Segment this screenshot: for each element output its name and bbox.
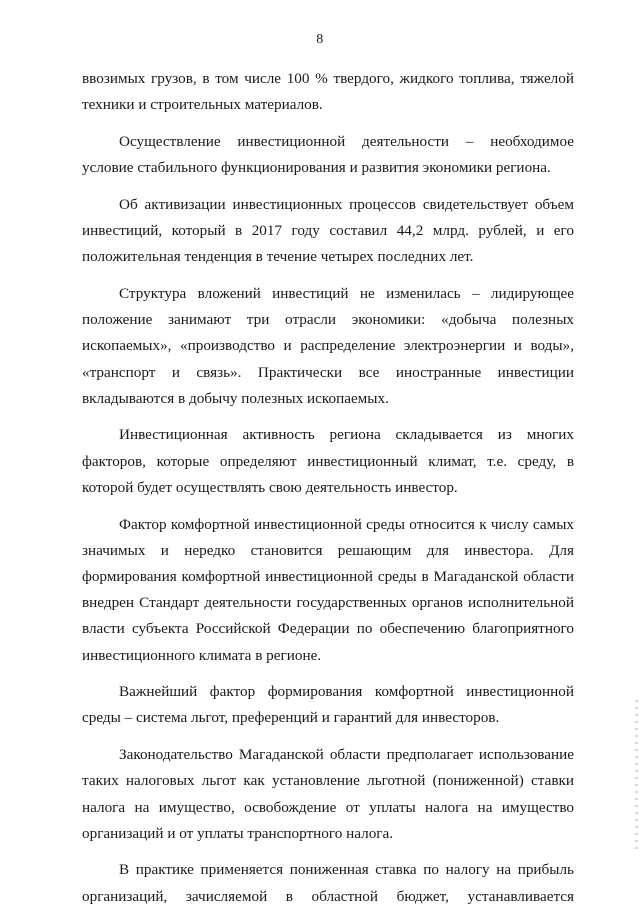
- paragraph-investment-volume: Об активизации инвестиционных процессов свидетельствует объем инвестиций, который в 2017 году составил 44,2 млрд. рублей, и его положительная тенденция в течение четырех последних лет.: [82, 195, 574, 266]
- paragraph-continuation: ввозимых грузов, в том числе 100 % твердого, жидкого топлива, тяжелой техники и строительных материалов.: [82, 70, 574, 114]
- paragraph-investment-structure: Структура вложений инвестиций не изменилась – лидирующее положение занимают три отрасли экономики: «добыча полезных ископаемых», «производство и распределение электроэнергии и воды», «транспорт и связь». Практически все иностранные инвестиции вкладываются в добычу полезных ископаемых.: [82, 284, 574, 407]
- body-text: [82, 66, 574, 910]
- paragraph-investment-climate: Инвестиционная активность региона складывается из многих факторов, которые определяют инвестиционный климат, т.е. среду, в которой будет осуществлять свою деятельность инвестор.: [82, 426, 574, 496]
- page-number: 8: [316, 32, 324, 47]
- scan-edge-mark: [635, 700, 638, 850]
- paragraph-tax-benefits: Законодательство Магаданской области предполагает использование таких налоговых льгот как установление льготной (пониженной) ставки налога на имущество, освобождение от уплаты налога на имущество организаций и от уплаты транспортного налога.: [82, 746, 574, 842]
- paragraph-reduced-rate: В практике применяется пониженная ставка по налогу на прибыль организаций, зачисляемой в областной бюджет, устанавливается: [82, 861, 574, 905]
- paragraph-investment-activity: Осуществление инвестиционной деятельности – необходимое условие стабильного функционирования и развития экономики региона.: [82, 132, 574, 177]
- paragraph-comfort-environment: Фактор комфортной инвестиционной среды относится к числу самых значимых и нередко становится решающим для инвестора. Для формирования комфортной инвестиционной среды в Магаданской области внедрен Стандарт деятельности государственных органов исполнительной власти субъекта Российской Федерации по обеспечению благоприятного инвестиционного климата в регионе.: [82, 515, 574, 664]
- paragraph-benefits-system: Важнейший фактор формирования комфортной инвестиционной среды – система льгот, преференций и гарантий для инвесторов.: [82, 683, 574, 727]
